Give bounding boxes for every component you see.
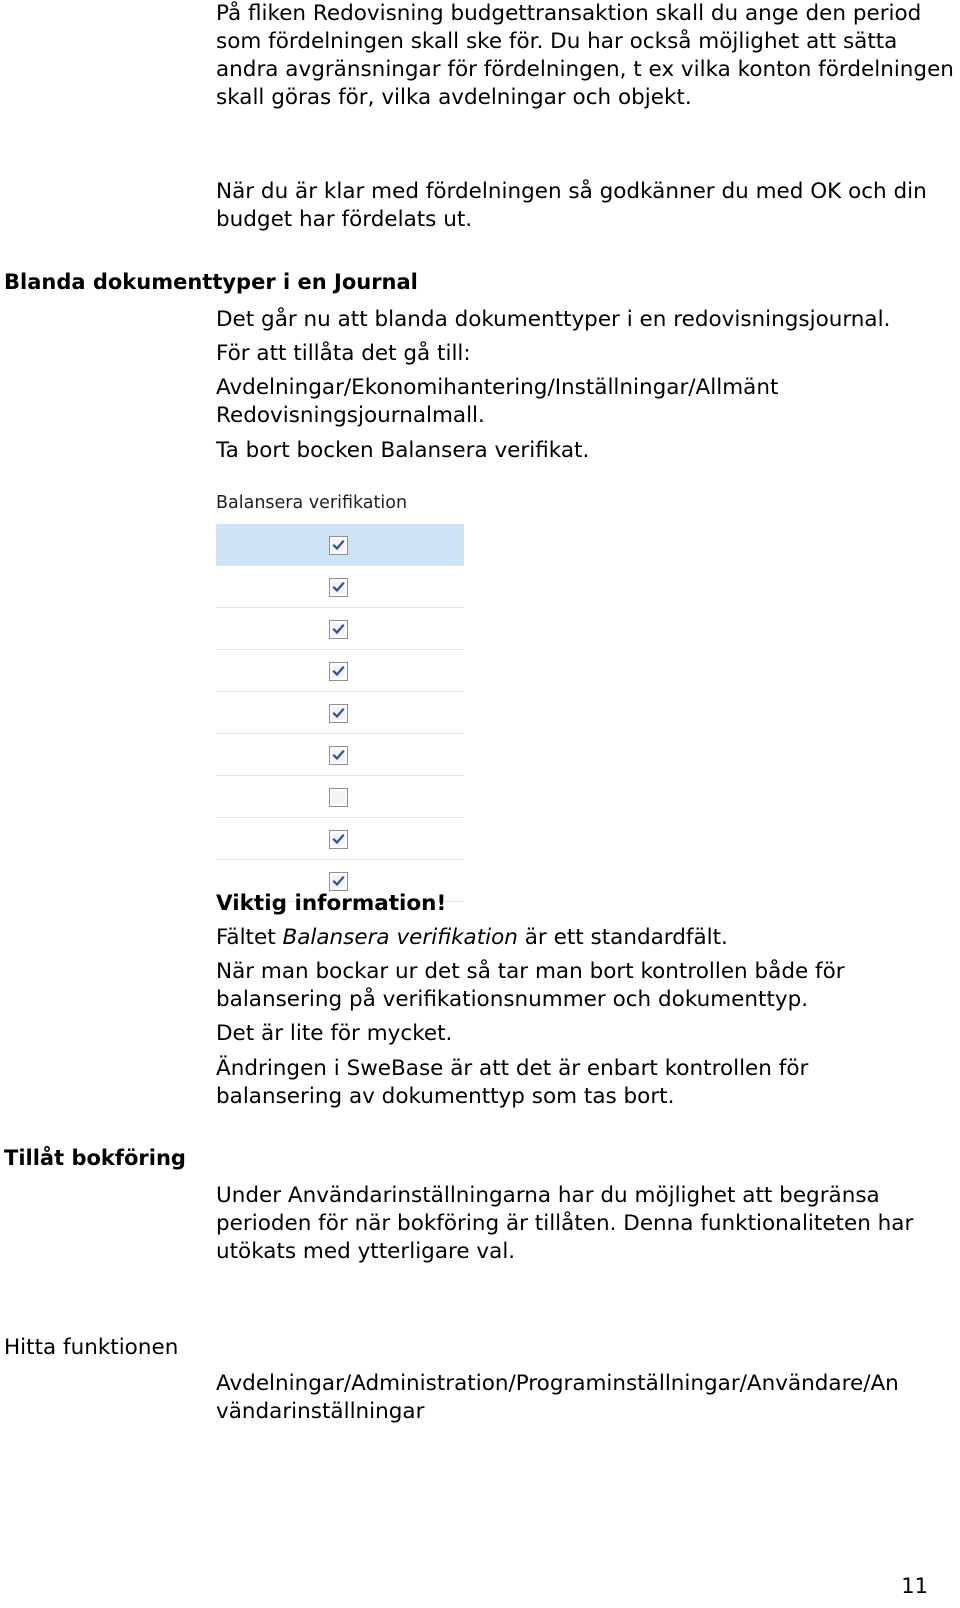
bokforing-paragraph: Under Användarinställningarna har du möjlighet att begränsa perioden för när bokföring är tillåten. Denna funktionaliteten har utökats med ytterligare val. [216,1183,914,1264]
checkmark-icon [331,538,346,553]
checkbox-row [216,524,464,566]
find-function-path-line-1: Avdelningar/Administration/Programinställningar/Användare/An [216,1371,899,1396]
important-paragraph-3: Det är lite för mycket. [216,1021,453,1046]
find-function-path-line-2: vändarinställningar [216,1399,425,1424]
field-name-italic: Balansera verifikation [282,925,518,950]
checkbox-checked[interactable] [329,704,348,723]
journal-path-paragraph: Avdelningar/Ekonomihantering/Inställningar/Allmänt Redovisningsjournalmall. [216,375,779,428]
checkbox-checked[interactable] [329,872,348,891]
checkbox-row [216,608,464,650]
balansera-screenshot [216,490,466,902]
checkbox-column [216,524,464,896]
checkbox-checked[interactable] [329,746,348,765]
intro-paragraph-1: På fliken Redovisning budgettransaktion skall du ange den period som fördelningen skall ske för. Du har också möjlighet att sätta andra avgränsningar för fördelningen, t ex vilka konton fördelningen skall göras för, vilka avdelningar och objekt. [216,1,954,110]
checkbox-row [216,818,464,860]
journal-paragraph-4: Ta bort bocken Balansera verifikat. [216,438,590,463]
checkmark-icon [331,580,346,595]
checkbox-row [216,776,464,818]
section-heading-bokforing: Tillåt bokföring [4,1146,186,1170]
checkbox-row [216,692,464,734]
checkmark-icon [331,664,346,679]
intro-paragraph-2: När du är klar med fördelningen så godkänner du med OK och din budget har fördelats ut. [216,179,927,232]
checkbox-row [216,734,464,776]
checkbox-checked[interactable] [329,536,348,555]
journal-paragraph-1: Det går nu att blanda dokumenttyper i en redovisningsjournal. [216,307,891,332]
checkmark-icon [331,874,346,889]
checkbox-row [216,650,464,692]
checkbox-checked[interactable] [329,662,348,681]
important-line1-prefix: Fältet [216,925,283,950]
column-header: Balansera verifikation [216,493,408,513]
checkbox-row [216,566,464,608]
important-paragraph-4: Ändringen i SweBase är att det är enbart kontrollen för balansering av dokumenttyp som tas bort. [216,1056,809,1109]
page-number: 11 [901,1574,928,1598]
checkmark-icon [331,832,346,847]
checkbox-checked[interactable] [329,830,348,849]
checkmark-icon [331,706,346,721]
checkmark-icon [331,748,346,763]
important-title: Viktig information! [216,891,447,916]
important-paragraph-1 [216,924,956,952]
checkbox-checked[interactable] [329,620,348,639]
important-paragraph-2: När man bockar ur det så tar man bort kontrollen både för balansering på verifikationsnummer och dokumenttyp. [216,959,845,1012]
journal-paragraph-2: För att tillåta det gå till: [216,341,471,366]
checkbox-unchecked[interactable] [329,788,348,807]
checkmark-icon [331,622,346,637]
checkbox-checked[interactable] [329,578,348,597]
find-function-label: Hitta funktionen [4,1335,179,1360]
important-line1-suffix: är ett standardfält. [517,925,728,950]
section-heading-journal: Blanda dokumenttyper i en Journal [4,270,418,294]
